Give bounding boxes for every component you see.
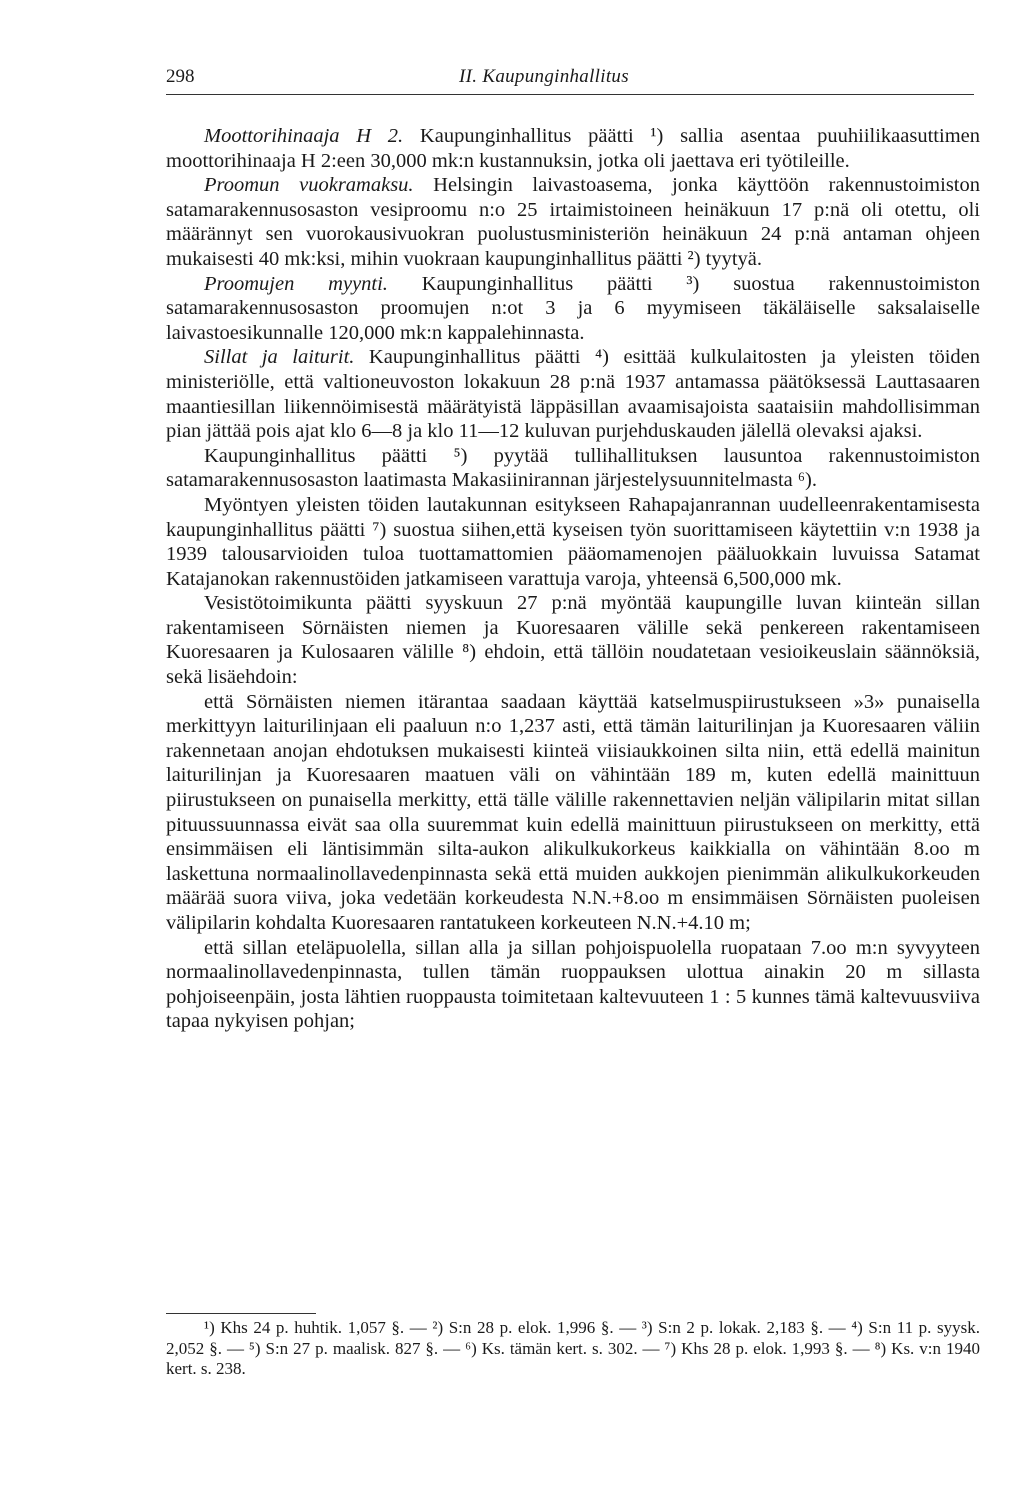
paragraph-lisaehto-2 [166, 936, 980, 1034]
paragraph-text: Kaupunginhallitus päätti ¹) sallia asentaa puuhiilikaasuttimen moottorihinaaja H 2:een 30,000 mk:n kustannuksin, jotka oli jaettava eri työtileille. [166, 125, 980, 172]
footnote-divider [166, 1313, 316, 1314]
running-head: II. Kaupunginhallitus [459, 66, 629, 87]
paragraph-text: Helsingin laivastoasema, jonka käyttöön rakennustoimiston satamarakennusosaston vesiproomu n:o 25 irtaimistoineen heinäkuun 17 p:nä oli otettu, oli määrännyt sen vuorokausivuokran puolustusministeriön heinäkuun 24 p:nä antaman ohjeen mukaisesti 40 mk:ksi, mihin vuokraan kaupunginhallitus päätti ²) tyytyä. [166, 174, 980, 270]
footnote-text: ¹) Khs 24 p. huhtik. 1,057 §. — ²) S:n 28 p. elok. 1,996 §. — ³) S:n 2 p. lokak. 2,183 §. — ⁴) S:n 11 p. syysk. 2,052 §. — ⁵) S:n 27 p. maalisk. 827 §. — ⁶) Ks. tämän kert. s. 302. — ⁷) Khs 28 p. elok. 1,993 §. — ⁸) Ks. v:n 1940 kert. s. 238. [166, 1318, 980, 1378]
paragraph-text: että Sörnäisten niemen itärantaa saadaan käyttää katselmuspiirustukseen »3» punaisella merkittyyn laiturilinjaan eli paaluun n:o 1,237 asti, että tämän laiturilinjan ja Kuoresaaren väliin rakennetaan anojan ehdotuksen mukaisesti kiinteä viisiaukkoinen silta niin, että edellä mainitun laiturilinjan ja Kuoresaaren maatuen väli on vähintään 189 m, kuten edellä mainittuun piirustukseen on punaisella merkitty, että tälle välille rakennettavien neljän välipilarin mitat sillan pituussuunnassa eivät saa olla suuremmat kuin edellä mainittuun piirustukseen on merkitty, että ensimmäisen eli läntisimmän silta-aukon alikulkukorkeus kaikkialla on vähintään 8.oo m laskettuna normaalinollavedenpinnasta sekä että muiden aukkojen pienimmän alikulkukorkeuden määrää suora viiva, joka vedetään korkeudesta N.N.+8.oo m ensimmäisen Sörnäisten puoleisen välipilarin kohdalta Kuoresaaren rantatukeen korkeuteen N.N.+4.10 m; [166, 690, 980, 934]
page-number: 298 [166, 66, 195, 87]
paragraph-vesistotoimikunta [166, 591, 980, 689]
paragraph-sillat-ja-laiturit [166, 345, 980, 443]
paragraph-rahapajanranta [166, 493, 980, 591]
paragraph-text: Vesistötoimikunta päätti syyskuun 27 p:nä myöntää kaupungille luvan kiinteän sillan rakentamiseen Sörnäisten niemen ja Kuoresaaren välille sekä penkereen rakentamiseen Kuoresaaren ja Kulosaaren välille ⁸) ehdoin, että tällöin noudatetaan vesioikeuslain säännöksiä, sekä lisäehdoin: [166, 592, 980, 689]
section-heading: Proomun vuokramaksu. [204, 174, 414, 197]
paragraph-moottorihinaaja [166, 124, 980, 173]
footnotes [166, 1318, 980, 1380]
paragraph-makasiiniranta [166, 444, 980, 493]
paragraph-proomujen-myynti [166, 272, 980, 346]
page-header [166, 64, 974, 95]
paragraph-text: Kaupunginhallitus päätti ⁴) esittää kulkulaitosten ja yleisten töiden ministeriölle, että valtioneuvoston lokakuun 28 p:nä 1937 antamassa päätöksessä Lauttasaaren maantiesillan liikennöimisestä määrätyistä läppäsillan avaamisajoista saataisiin mahdollisimman pian jättää pois ajat klo 6—8 ja klo 11—12 kuluvan purjehduskauden jälellä olevaksi ajaksi. [166, 346, 980, 443]
paragraph-lisaehto-1 [166, 690, 980, 936]
paragraph-text: Myöntyen yleisten töiden lautakunnan esitykseen Rahapajanrannan uudelleenrakentamisesta kaupunginhallitus päätti ⁷) suostua siihen,että kyseisen työn suorittamiseen käytettiin v:n 1938 ja 1939 talousarvioiden tuloa tuottamattomien pääomamenojen pääluokkain luvuissa Satamat Katajanokan rakennustöiden jatkamiseen varattuja varoja, yhteensä 6,500,000 mk. [166, 493, 980, 590]
body-text [166, 124, 980, 1034]
section-heading: Sillat ja laiturit. [204, 346, 355, 369]
paragraph-text: että sillan eteläpuolella, sillan alla ja sillan pohjoispuolella ruopataan 7.oo m:n syvyyteen normaalinollavedenpinnasta, tullen tämän ruoppauksen ulottua ainakin 20 m sillasta pohjoiseenpäin, josta lähtien ruoppausta toimitetaan kaltevuuteen 1 : 5 kunnes tämä kaltevuusviiva tapaa nykyisen pohjan; [166, 936, 980, 1033]
paragraph-proomun-vuokramaksu [166, 173, 980, 271]
paragraph-text: Kaupunginhallitus päätti ³) suostua rakennustoimiston satamarakennusosaston proomujen n:ot 3 ja 6 myymiseen täkäläiselle saksalaiselle laivastoesikunnalle 120,000 mk:n kappalehinnasta. [166, 272, 980, 344]
section-heading: Proomujen myynti. [204, 272, 388, 295]
paragraph-text: Kaupunginhallitus päätti ⁵) pyytää tullihallituksen lausuntoa rakennustoimiston satamarakennusosaston laatimasta Makasiinirannan järjestelysuunnitelmasta ⁶). [166, 444, 980, 492]
section-heading: Moottorihinaaja H 2. [204, 125, 404, 147]
